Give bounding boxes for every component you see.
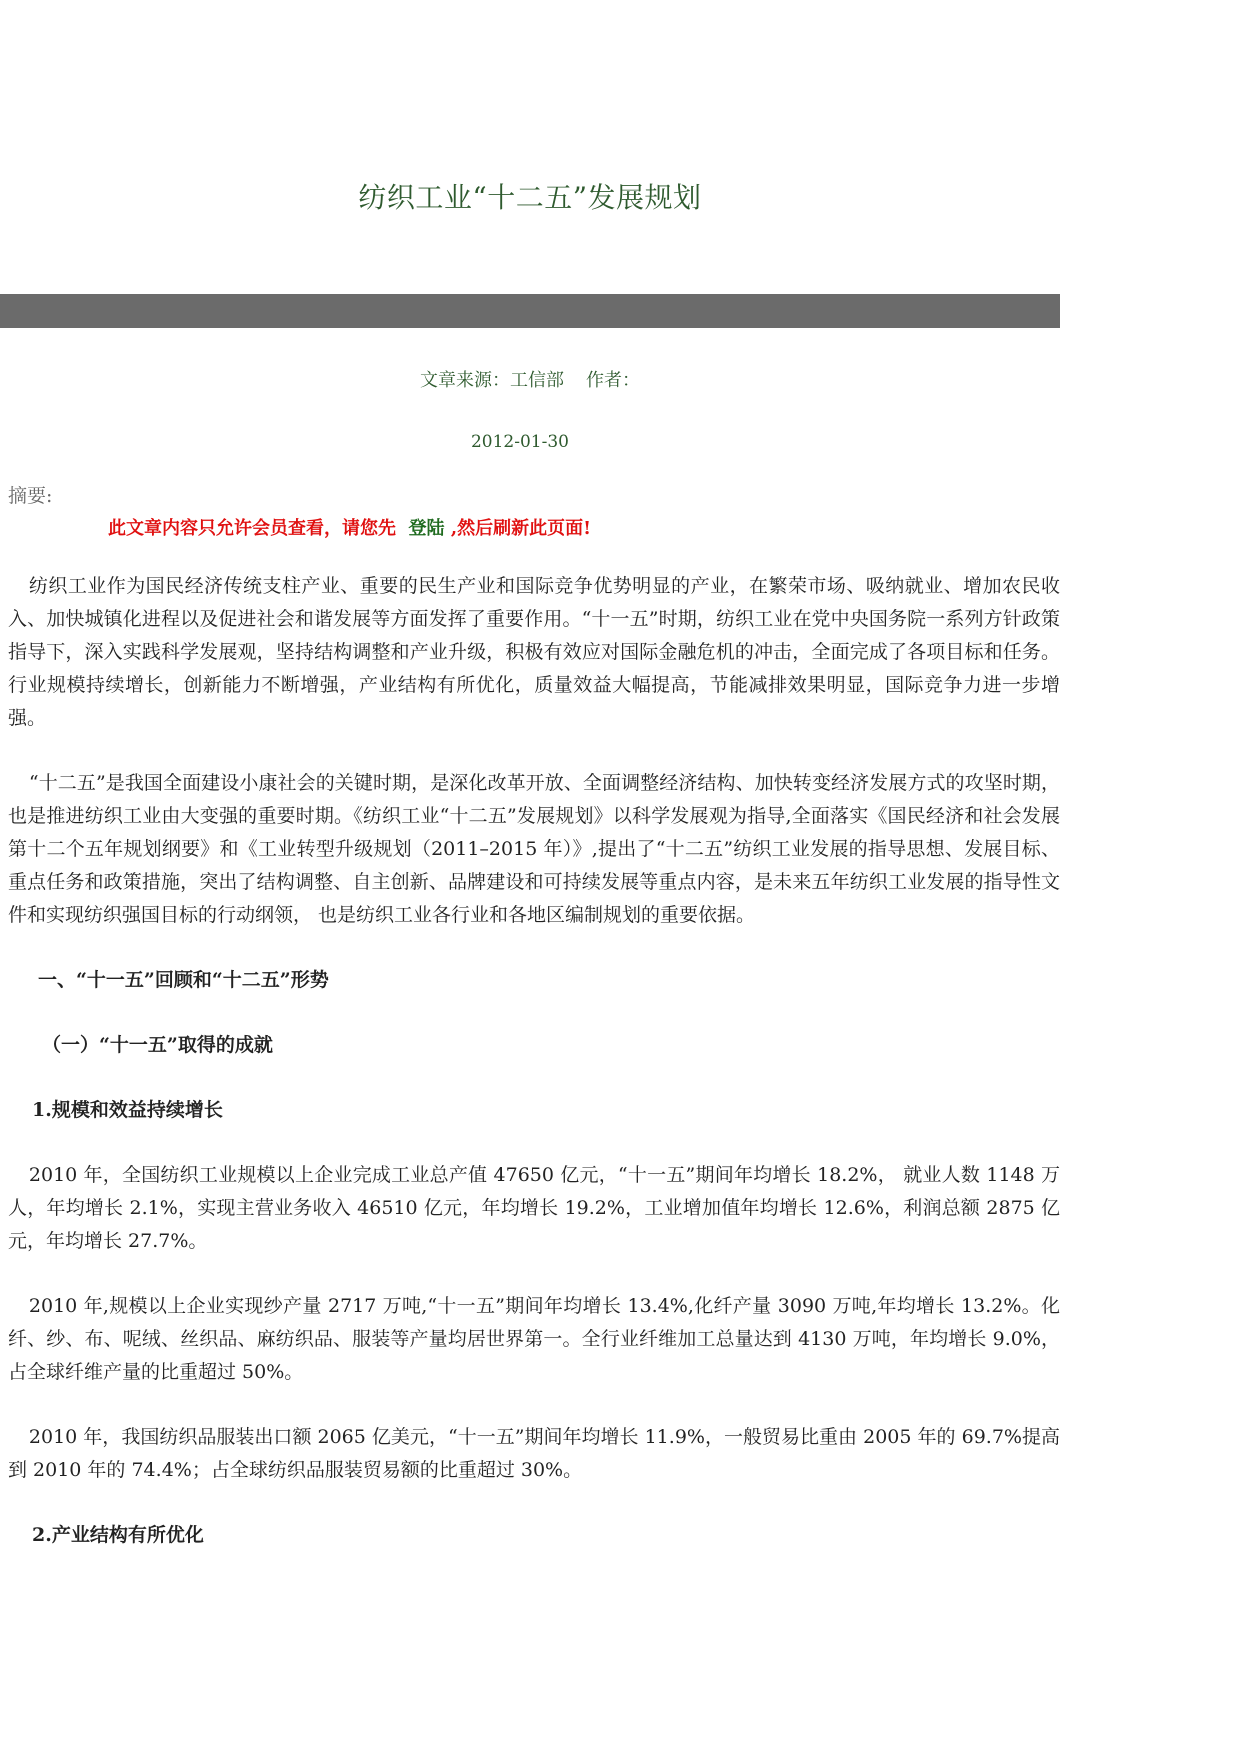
item-heading-1: 1.规模和效益持续增长	[32, 1099, 223, 1121]
notice-prefix: 此文章内容只允许会员查看，请您先	[108, 518, 396, 539]
source-value: 工信部	[510, 370, 564, 391]
article-meta	[0, 366, 1060, 392]
section-heading-1: 一、“十一五”回顾和“十二五”形势	[38, 969, 329, 991]
paragraph-overview: “十二五”是我国全面建设小康社会的关键时期，是深化改革开放、全面调整经济结构、加快转变经济发展方式的攻坚时期，也是推进纺织工业由大变强的重要时期。《纺织工业“十二五”发展规划》以科学发展观为指导,全面落实《国民经济和社会发展第十二个五年规划纲要》和《工业转型升级规划（2011–2015 年）》,提出了“十二五”纺织工业发展的指导思想、发展目标、重点任务和政策措施，突出了结构调整、自主创新、品牌建设和可持续发展等重点内容，是未来五年纺织工业发展的指导性文件和实现纺织强国目标的行动纲领， 也是纺织工业各行业和各地区编制规划的重要依据。	[8, 772, 1060, 926]
paragraph-output: 2010 年,规模以上企业实现纱产量 2717 万吨,“十一五”期间年均增长 13.4%,化纤产量 3090 万吨,年均增长 13.2%。化纤、纱、布、呢绒、丝织品、麻纺织品、服装等产量均居世界第一。全行业纤维加工总量达到 4130 万吨，年均增长 9.0%，占全球纤维产量的比重超过 50%。	[8, 1295, 1060, 1383]
publish-date: 2012-01-30	[470, 432, 569, 452]
paragraph-export: 2010 年，我国纺织品服装出口额 2065 亿美元，“十一五”期间年均增长 11.9%，一般贸易比重由 2005 年的 69.7%提高到 2010 年的 74.4%；占全球纺织品服装贸易额的比重超过 30%。	[8, 1426, 1060, 1481]
abstract-label: 摘要:	[8, 485, 53, 507]
author-label: 作者：	[586, 370, 640, 391]
notice-suffix: ,然后刷新此页面!	[450, 518, 591, 539]
article-body	[8, 570, 1060, 1584]
page-title: 纺织工业“十二五”发展规划	[358, 181, 702, 214]
paragraph-scale: 2010 年，全国纺织工业规模以上企业完成工业总产值 47650 亿元，“十一五”期间年均增长 18.2%， 就业人数 1148 万人，年均增长 2.1%，实现主营业务收入 46510 亿元，年均增长 19.2%，工业增加值年均增长 12.6%，利润总额 2875 亿元，年均增长 27.7%。	[8, 1164, 1060, 1252]
header-divider-bar	[0, 294, 1060, 328]
subsection-heading-1: （一）“十一五”取得的成就	[42, 1034, 273, 1056]
item-heading-2: 2.产业结构有所优化	[32, 1524, 204, 1546]
login-link[interactable]: 登陆	[408, 518, 445, 539]
paragraph-intro: 纺织工业作为国民经济传统支柱产业、重要的民生产业和国际竞争优势明显的产业，在繁荣市场、吸纳就业、增加农民收入、加快城镇化进程以及促进社会和谐发展等方面发挥了重要作用。“十一五”时期，纺织工业在党中央国务院一系列方针政策指导下，深入实践科学发展观，坚持结构调整和产业升级，积极有效应对国际金融危机的冲击，全面完成了各项目标和任务。行业规模持续增长，创新能力不断增强，产业结构有所优化，质量效益大幅提高，节能减排效果明显，国际竞争力进一步增强。	[8, 575, 1060, 729]
source-label: 文章来源：	[420, 370, 510, 391]
member-only-notice	[108, 514, 591, 540]
